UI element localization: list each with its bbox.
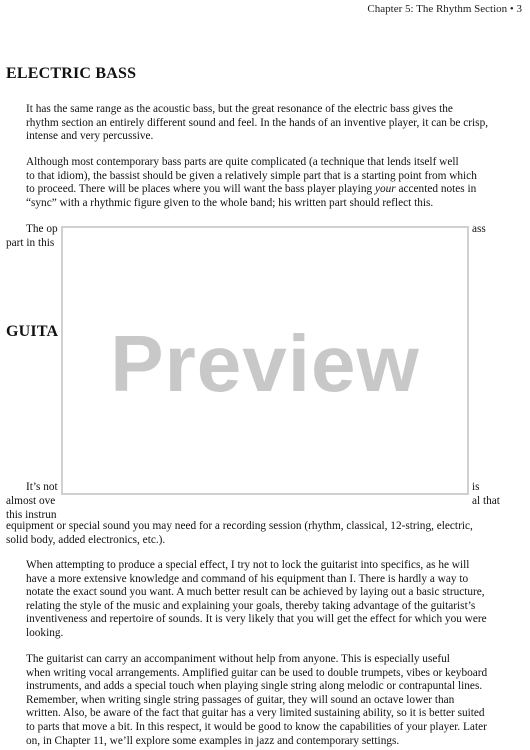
bass-p3-fragment-left-2: part in this [6, 237, 55, 249]
bass-paragraph-1 [6, 103, 494, 144]
guitar-paragraph-1-end [6, 520, 494, 547]
text-line: instruments, and adds a special touch when playing single string along melodic or contrapuntal lines. [26, 680, 483, 693]
text-line: relating the style of the music and explaining your goals, thereby taking advantage of the guitarist’s [26, 599, 476, 612]
text-line: written. Also, be aware of the fact that guitar has a very limited sustaining ability, so it is better suited [26, 707, 485, 720]
bass-paragraph-2 [6, 156, 494, 210]
section-heading-guitar-partial: GUITA [6, 323, 59, 340]
guitar-p1-fragment-left-1: It’s not [26, 481, 58, 493]
guitar-p1-fragment-left-3: this instrun [6, 509, 57, 521]
bass-p3-fragment-right-1: ass [472, 223, 486, 235]
text-line: “sync” with a rhythmic figure given to the whole band; his written part should reflect this. [26, 196, 434, 209]
guitar-paragraph-2 [6, 559, 494, 641]
guitar-paragraph-3 [6, 653, 494, 748]
guitar-p1-fragment-right-1: is [472, 481, 480, 493]
text-line: intense and very percussive. [26, 130, 154, 143]
text-line: inventiveness and repertoire of sounds. It is very likely that you will get the effect for which you were [26, 613, 487, 626]
text-line: when writing vocal arrangements. Amplified guitar can be used to double trumpets, vibes or keyboard [26, 666, 488, 679]
guitar-p1-fragment-right-2: al that [472, 495, 500, 507]
text-run: to proceed. There will be places where you will want the bass player playing [26, 183, 375, 196]
bass-p3-fragment-left-1: The op [26, 223, 58, 235]
text-line: It has the same range as the acoustic bass, but the great resonance of the electric bass gives the [26, 103, 453, 115]
preview-watermark-box [61, 226, 469, 495]
guitar-p1-fragment-left-2: almost ove [6, 495, 56, 507]
text-line [6, 183, 494, 197]
text-line: solid body, added electronics, etc.). [6, 533, 166, 546]
running-header: Chapter 5: The Rhythm Section • 3 [367, 3, 522, 15]
text-line: notate the exact sound you want. A much better result can be achieved by laying out a basic structure, [26, 586, 485, 599]
text-line: have a more extensive knowledge and command of his equipment than I. There is hardly a way to [26, 572, 469, 585]
text-line: Although most contemporary bass parts are quite complicated (a technique that lends itself well [26, 156, 459, 168]
text-line: equipment or special sound you may need for a recording session (rhythm, classical, 12-string, electric, [6, 520, 473, 532]
text-line: to that idiom), the bassist should be given a relatively simple part that is a starting point from which [26, 169, 477, 182]
text-line: on, in Chapter 11, we’ll explore some examples in jazz and contemporary settings. [26, 734, 400, 747]
text-line: The guitarist can carry an accompaniment without help from anyone. This is especially useful [26, 653, 450, 665]
text-run: accented notes in [395, 183, 477, 196]
section-heading-electric-bass: ELECTRIC BASS [6, 65, 137, 82]
preview-watermark-text: Preview [110, 319, 420, 408]
text-line: rhythm section an entirely different sound and feel. In the hands of an inventive player, it can be crisp, [26, 116, 489, 129]
text-line: looking. [26, 626, 64, 639]
text-line: Remember, when writing single string passages of guitar, they will sound an octave lower than [26, 693, 455, 706]
text-line: to parts that move a bit. In this respect, it would be good to know the capabilities of your player. Later [26, 720, 487, 733]
text-line: When attempting to produce a special effect, I try not to lock the guitarist into specifics, as he will [26, 559, 470, 571]
emphasized-word: your [374, 183, 396, 196]
